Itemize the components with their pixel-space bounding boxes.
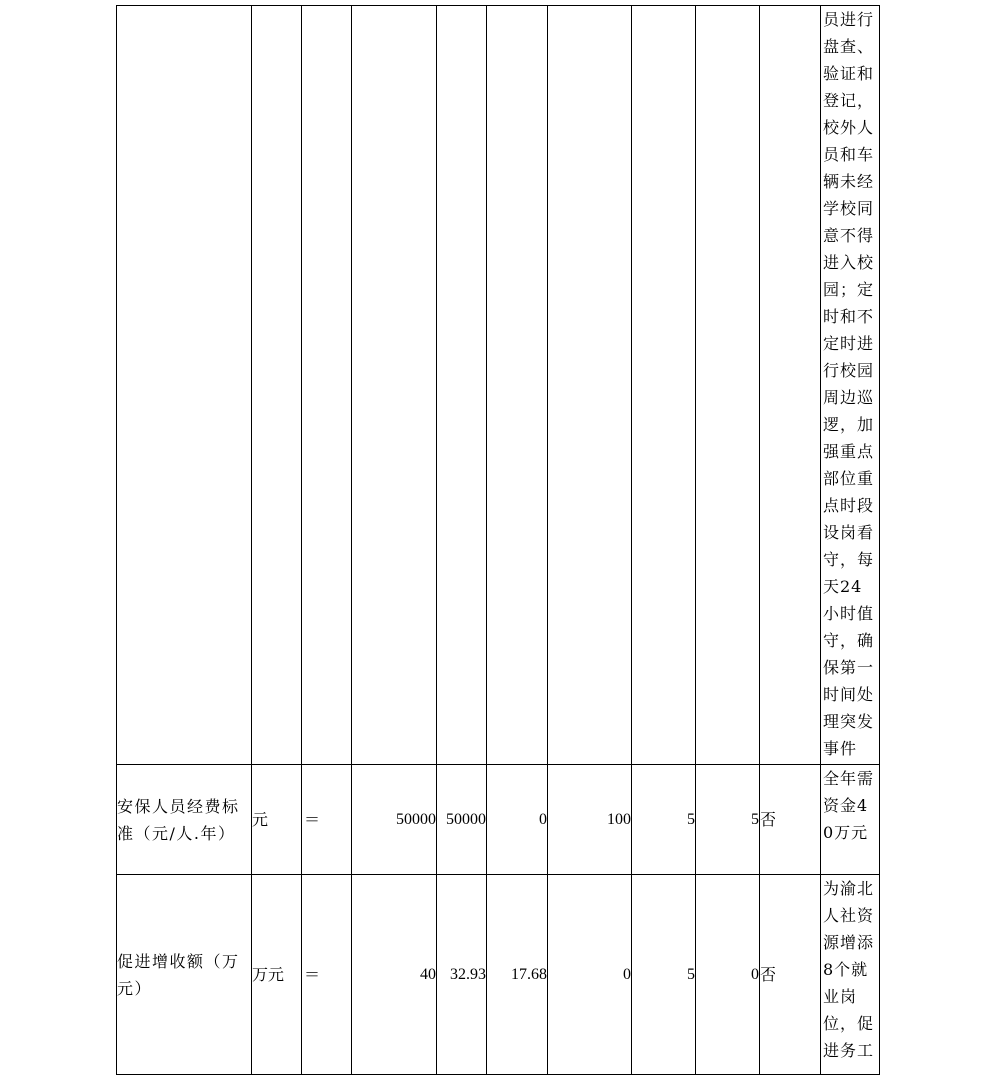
- flag-cell: 否: [760, 765, 821, 875]
- performance-table: [116, 5, 880, 1075]
- value-cell: 0: [696, 875, 760, 1075]
- unit-cell: [252, 6, 302, 765]
- target-cell: [352, 6, 437, 765]
- flag-cell: [760, 6, 821, 765]
- unit-cell: 元: [252, 765, 302, 875]
- value-cell: [632, 6, 696, 765]
- value-cell: 0: [548, 875, 632, 1075]
- table-row: [117, 6, 880, 765]
- flag-cell: 否: [760, 875, 821, 1075]
- indicator-cell: 安保人员经费标准（元/人.年）: [117, 765, 252, 875]
- value-cell: 5: [632, 765, 696, 875]
- remark-cell: 全年需资金40万元: [821, 765, 880, 875]
- value-cell: [487, 6, 548, 765]
- unit-cell: 万元: [252, 875, 302, 1075]
- value-cell: [696, 6, 760, 765]
- table-row: [117, 765, 880, 875]
- value-cell: 5: [696, 765, 760, 875]
- value-cell: [548, 6, 632, 765]
- remark-cell: 为渝北人社资源增添8个就业岗位，促进务工: [821, 875, 880, 1075]
- symbol-cell: ＝: [302, 765, 352, 875]
- indicator-cell: 促进增收额（万元）: [117, 875, 252, 1075]
- value-cell: 17.68: [487, 875, 548, 1075]
- target-cell: 40: [352, 875, 437, 1075]
- value-cell: 0: [487, 765, 548, 875]
- value-cell: 5: [632, 875, 696, 1075]
- actual-cell: 50000: [437, 765, 487, 875]
- table-row: [117, 875, 880, 1075]
- symbol-cell: ＝: [302, 875, 352, 1075]
- symbol-cell: [302, 6, 352, 765]
- actual-cell: 32.93: [437, 875, 487, 1075]
- target-cell: 50000: [352, 765, 437, 875]
- remark-cell: 员进行盘查、验证和登记，校外人员和车辆未经学校同意不得进入校园；定时和不定时进行校园周边巡逻，加强重点部位重点时段设岗看守，每天24小时值守，确保第一时间处理突发事件: [821, 6, 880, 765]
- value-cell: 100: [548, 765, 632, 875]
- indicator-cell: [117, 6, 252, 765]
- actual-cell: [437, 6, 487, 765]
